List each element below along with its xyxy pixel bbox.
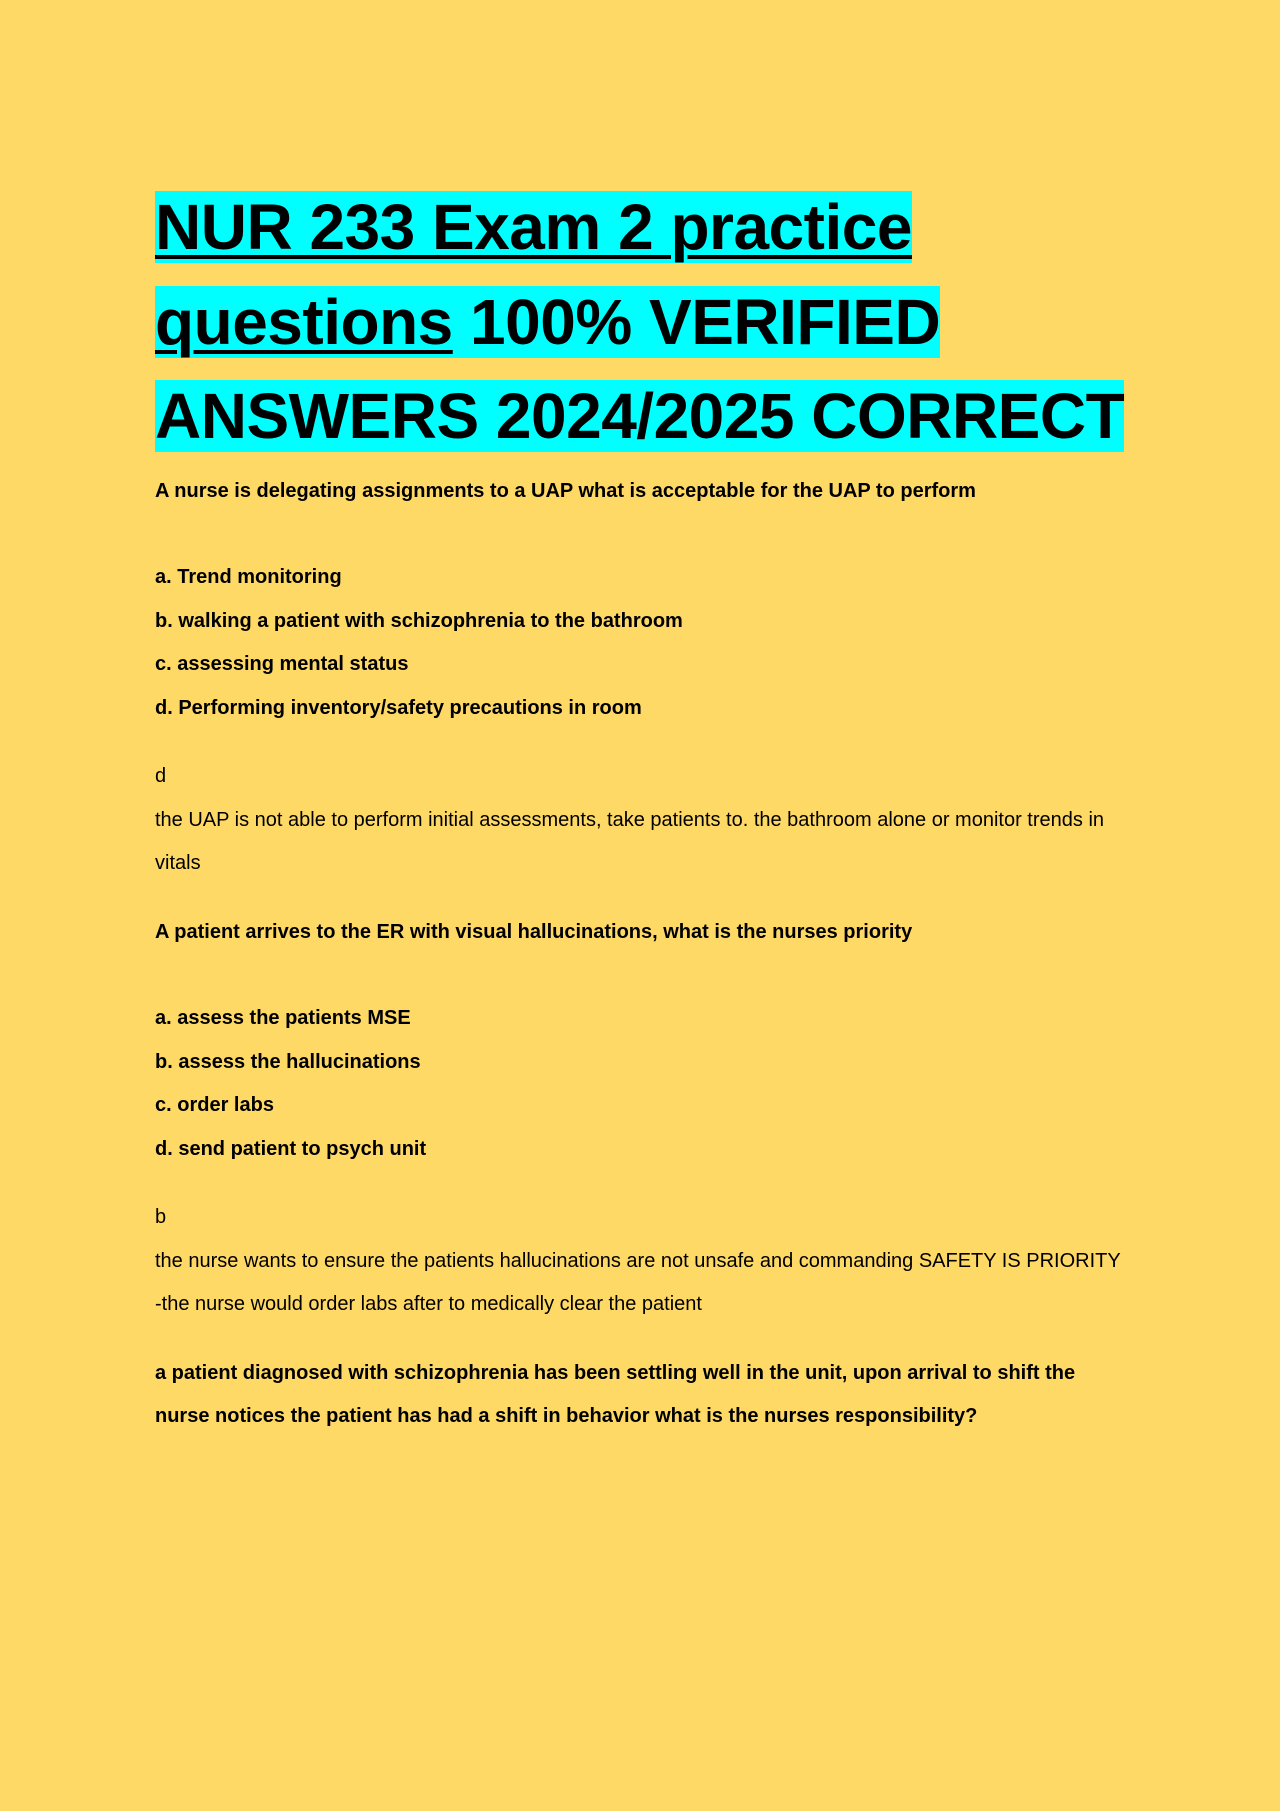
option-item: a. assess the patients MSE — [155, 1007, 411, 1029]
option-item: b. assess the hallucinations — [155, 1050, 421, 1073]
question-block — [155, 470, 1125, 886]
option-list — [155, 556, 1125, 730]
option-item: a. Trend monitoring — [155, 566, 342, 588]
title-underlined: NUR 233 Exam 2 practice questions — [155, 191, 912, 358]
question-block — [155, 1352, 1125, 1439]
document-title — [155, 180, 1125, 464]
option-item: c. order labs — [155, 1094, 274, 1116]
title-rest: 100% VERIFIED ANSWERS 2024/2025 CORRECT — [155, 285, 1125, 452]
answer-explanation: the UAP is not able to perform initial assessments, take patients to. the bathroom alone or monitor trends in vitals — [155, 808, 1105, 874]
answer-explanation: -the nurse would order labs after to medically clear the patient — [155, 1293, 702, 1315]
option-list — [155, 997, 1125, 1171]
option-item: c. assessing mental status — [155, 653, 409, 675]
question-prompt: A patient arrives to the ER with visual hallucinations, what is the nurses priority — [155, 920, 913, 943]
answer-explanation: the nurse wants to ensure the patients hallucinations are not unsafe and commanding SAFETY IS PRIORITY — [155, 1249, 1121, 1272]
question-block — [155, 911, 1125, 1327]
option-item: d. Performing inventory/safety precautions in room — [155, 696, 642, 719]
answer-letter: b — [155, 1206, 167, 1228]
question-prompt: a patient diagnosed with schizophrenia has been settling well in the unit, upon arrival to shift the nurse notices the patient has had a shift in behavior what is the nurses responsibility? — [155, 1361, 1076, 1427]
option-item: b. walking a patient with schizophrenia to the bathroom — [155, 609, 683, 632]
question-prompt: A nurse is delegating assignments to a UAP what is acceptable for the UAP to perform — [155, 479, 976, 502]
answer-letter: d — [155, 765, 167, 787]
option-item: d. send patient to psych unit — [155, 1137, 427, 1160]
document-page — [155, 180, 1125, 1439]
